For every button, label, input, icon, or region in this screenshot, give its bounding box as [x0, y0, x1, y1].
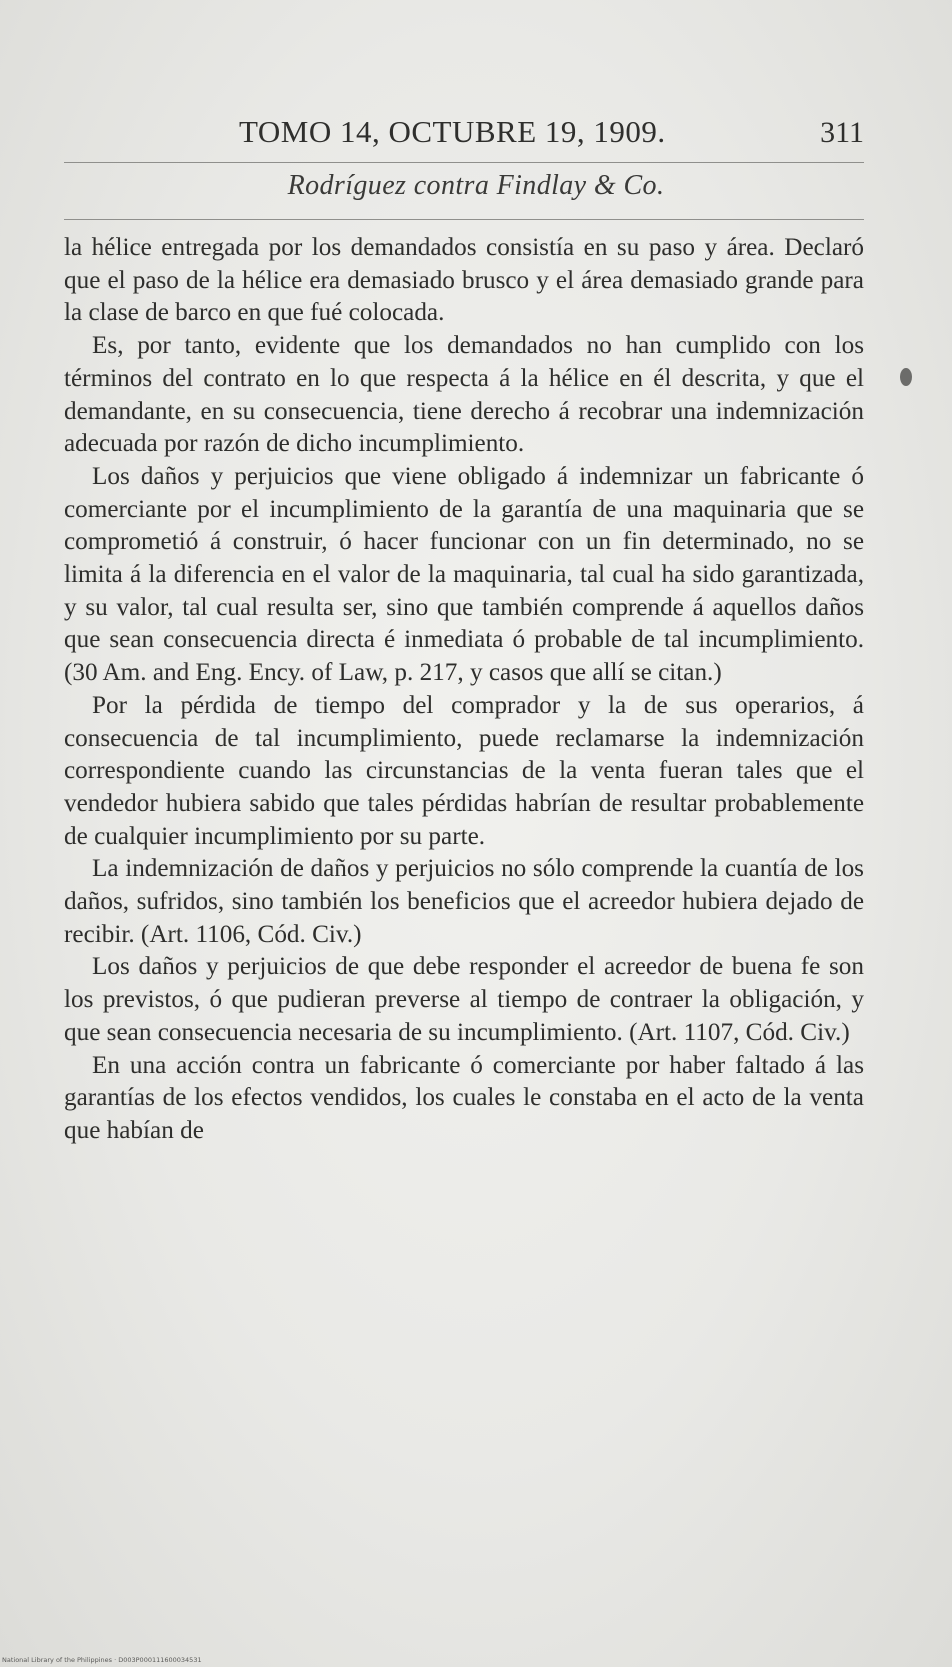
paragraph: Por la pérdida de tiempo del comprador y la de sus operarios, á consecuencia de tal incumplimiento, puede reclamarse la indemnización correspondiente cuando las circunstancias de la venta fueran tales que el vendedor hubiera sabido que tales pérdidas habrían de resultar probablemente de cualquier incumplimiento por su parte.	[64, 691, 864, 850]
ink-blot	[900, 368, 912, 386]
header-rule-top	[64, 162, 864, 163]
paragraph: En una acción contra un fabricante ó comerciante por haber faltado á las garantías de los efectos vendidos, los cuales le constaba en el acto de la venta que habían de	[64, 1051, 864, 1144]
header-rule-bottom	[64, 219, 864, 220]
page-header	[64, 112, 864, 156]
running-head: TOMO 14, OCTUBRE 19, 1909.	[239, 114, 666, 149]
paragraph-continued: la hélice entregada por los demandados consistía en su paso y área. Declaró que el paso de la hélice era demasiado brusco y el área demasiado grande para la clase de barco en que fué colocada.	[64, 234, 864, 327]
paragraph: Los daños y perjuicios de que debe responder el acreedor de buena fe son los previstos, ó que pudieran preverse al tiempo de contraer la obligación, y que sean consecuencia necesaria de su incumplimiento. (Art. 1107, Cód. Civ.)	[64, 953, 864, 1046]
case-title: Rodríguez contra Findlay & Co.	[287, 170, 665, 201]
scan-credit: National Library of the Philippines · D003P000111600034531	[2, 1656, 202, 1664]
body-text	[64, 232, 864, 1148]
paragraph: Es, por tanto, evidente que los demandados no han cumplido con los términos del contrato en lo que respecta á la hélice en él descrita, y que el demandante, en su consecuencia, tiene derecho á recobrar una indemnización adecuada por razón de dicho incumplimiento.	[64, 332, 864, 458]
paragraph: La indemnización de daños y perjuicios no sólo comprende la cuantía de los daños, sufridos, sino también los beneficios que el acreedor hubiera dejado de recibir. (Art. 1106, Cód. Civ.)	[64, 855, 864, 948]
page-number: 311	[820, 116, 864, 149]
paragraph: Los daños y perjuicios que viene obligado á indemnizar un fabricante ó comerciante por el incumplimiento de la garantía de una maquinaria que se comprometió á construir, ó hacer funcionar con un fin determinado, no se limita á la diferencia en el valor de la maquinaria, tal cual ha sido garantizada, y su valor, tal cual resulta ser, sino que también comprende á aquellos daños que sean consecuencia directa é inmediata ó probable de tal incumplimiento. (30 Am. and Eng. Ency. of Law, p. 217, y casos que allí se citan.)	[64, 462, 864, 687]
